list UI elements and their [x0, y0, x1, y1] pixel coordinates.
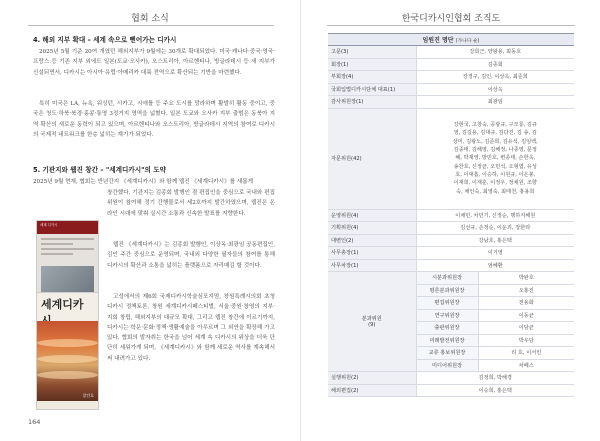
committee-role-cell: [328, 272, 416, 372]
committee-sub-cell: 평론분과위원장: [416, 284, 478, 297]
committee-names-cell: 이동균: [478, 309, 574, 322]
magazine-cover-artwork: [37, 321, 98, 401]
table-title-note: (가나다 순): [455, 39, 480, 44]
right-head-rule: [327, 25, 575, 26]
table-row-advisors: [328, 108, 574, 209]
role-cell: 고문(3): [328, 46, 416, 59]
names-cell: 엄혜환: [416, 259, 574, 272]
committee-names-cell: 박우담: [478, 334, 574, 347]
left-running-head: 협회 소식: [131, 14, 169, 24]
committee-sub-cell: 미래발전위원장: [416, 334, 478, 347]
table-row: [328, 247, 574, 260]
section5-paragraph-3: 고성에서의 제6회 국제디카시학술심포지엄, 창원특례시의회 초청 디카시 정책토론, 창원 세계디카시페스티벌, 서울·중원·창영의 지부·지회 창립, 해외지부의 대규모 확대, 그리고 웹진 창간에 이르기까지, 디카시는 학문·문화·정책·생활예술을 아우르며 그 외연을 확장해 가고 있다. 협회의 발자취는 한국을 넘어 세계 속 디카시의 위상을 더욱 단단히 세워가게 되며, 《세계디카시》와 함께 새로운 역사를 계속해서 써 내려가고 있다.: [107, 294, 275, 362]
role-cell: 사무총장(1): [328, 247, 416, 260]
section4-paragraph-1: 2025년 5월 기준 20여 개였던 해외지부가 9월에는 30개로 확대되었다. 미국·캐나다·중국·영국·프랑스 등 기존 지부 외에도 일본(도쿄·오사카), 오스트리아, 아르헨티나, 방글라데시 등 새 지부가 신설되면서, 디카시는 아시아·유럽·아메리카 대륙 전역으로 확산되는 기반을 마련했다.: [33, 49, 275, 76]
table-row: [328, 96, 574, 109]
magazine-issue-cover: [36, 292, 99, 410]
table-row: [328, 71, 574, 84]
role-cell: 해외편집(2): [328, 384, 416, 397]
names-cell: 강현국, 고창숙, 공광규, 구모룡, 김규영, 김길용, 김대규, 김다진, 김 송, 김상미, 김왕노, 김준희, 김유석, 김임백, 김종태, 김해영, 김해정, 나종영, 문정혜, 박재영, 방민호, 변종태, 손한옥, 송찬호, 신정균, 오민석, 오형엽, 유성호, 이대흠, 이승하, 이원규, 이은봉, 이재희, 이재훈, 이정우, 정채원, 조향숙, 채인숙, 최영숙, 최태천, 홍용희: [416, 108, 574, 209]
page-number: 164: [28, 418, 41, 426]
section5-intro: 2025년 9월 현재, 협회는 반년간지 《세계디카시》와 함께 웹진 《세계디카시》를 새롭게: [33, 179, 254, 185]
table-row: [328, 83, 574, 96]
committee-names-cell: 박완호: [478, 272, 574, 285]
committee-count: (9): [368, 322, 376, 328]
names-cell: 강남호, 홍은택: [416, 234, 574, 247]
committee-sub-cell: 시분과위원장: [416, 272, 478, 285]
role-cell: 감사위원장(1): [328, 96, 416, 109]
names-cell: 이채민, 차민기, 신정순, 행하지해원: [416, 209, 574, 222]
table-row: [328, 259, 574, 272]
section4-paragraph-2: 특히 미국은 LA, 뉴욕, 워싱턴, 시카고, 시애틀 등 주요 도시를 망라하며 활발히 활동 중이고, 중국은 청도·하북·북경·홍콩·통영 3정거지 영역을 넓혔다. 일본 도쿄와 오사카 지부 출범은 동북아 지역 확산의 새로운 동력이 되고 있으며, 아르헨티나와 오스트리아, 방글라데시 지역의 참여로 디카시의 국제적 네트워크를 한층 넓히는 계기가 되었다.: [33, 101, 275, 138]
table-row: [328, 46, 574, 59]
section5-paragraph-2: 웹진 《세계디카시》는 김종회 발행인, 이상옥·최광임 공동편집인, 김인 주간 중심으로 운영되며, 국내외 다양한 필자들의 참여를 통해 디카시의 확산과 소통을 넓히는 플랫폼으로 자리매김 할 것이다.: [107, 242, 275, 269]
committee-sub-cell: 편집위원장: [416, 297, 478, 310]
section5-paragraph-1: 창간했다. 기관지는 김종회 발행인 겸 편집인을 중심으로 국내와 편집위원이 참여해 정기 간행물로서 세2호까지 발간하였으며, 웹진은 온라인 시대에 맞춰 실시간 소통과 신속한 발표를 지향한다.: [107, 190, 275, 217]
role-cell: 운영위원(4): [328, 209, 416, 222]
section5-title: 5. 기관지와 웹진 창간 – "세계디카시"의 도약: [33, 166, 166, 174]
names-cell: 최광임: [416, 96, 574, 109]
officers-table: [328, 33, 574, 397]
committee-sub-cell: 연구위원장: [416, 309, 478, 322]
right-page: [300, 0, 600, 441]
role-cell: 부회장(4): [328, 71, 416, 84]
committee-names-cell: 오홍진: [478, 284, 574, 297]
names-cell: 강경구, 김인, 이상옥, 최준희: [416, 71, 574, 84]
committee-names-cell: 전용화: [478, 297, 574, 310]
committee-row: [328, 272, 574, 285]
names-cell: 이승희, 홍은택: [416, 384, 574, 397]
magazine-brand: 세계디카: [41, 298, 84, 311]
magazine-cover-label: 세계 디카시: [37, 221, 98, 234]
officers-table-header: [328, 34, 574, 46]
role-cell: 회장(1): [328, 58, 416, 71]
role-cell: 실행위원(2): [328, 372, 416, 385]
section4-title: 4. 해외 지부 확대 – 세계 속으로 뻗어가는 디카시: [33, 36, 177, 44]
table-row: [328, 372, 574, 385]
table-row: [328, 222, 574, 235]
role-cell: 국회입법디카시단체 대표(1): [328, 83, 416, 96]
names-cell: 김종회: [416, 58, 574, 71]
table-row: [328, 384, 574, 397]
magazine-cover-photo: [41, 266, 94, 294]
committee-role: 분과위원: [361, 316, 382, 322]
table-row: [328, 209, 574, 222]
right-running-head: 한국디카시인협회 조직도: [401, 14, 501, 24]
table-row: [328, 58, 574, 71]
committee-sub-cell: 출판위원장: [416, 322, 478, 335]
magazine-issue-label: 창간호: [82, 393, 94, 398]
names-cell: 강희근, 양왕용, 최동호: [416, 46, 574, 59]
committee-names-cell: 리 호, 이서린: [478, 347, 574, 360]
left-head-rule: [28, 25, 274, 26]
committee-sub-cell: 미디어위원장: [416, 359, 478, 372]
role-cell: 사무차장(1): [328, 259, 416, 272]
names-cell: 김선규, 손정순, 이운괴, 장한라: [416, 222, 574, 235]
committee-sub-cell: 교류 홍보위원장: [416, 347, 478, 360]
committee-names-cell: 이담균: [478, 322, 574, 335]
role-cell: 대변인(2): [328, 234, 416, 247]
committee-names-cell: 차페스: [478, 359, 574, 372]
table-row: [328, 234, 574, 247]
names-cell: 김정희, 박해경: [416, 372, 574, 385]
names-cell: 이기영: [416, 247, 574, 260]
names-cell: 이상옥: [416, 83, 574, 96]
role-cell: 기획위원(4): [328, 222, 416, 235]
role-cell: 자문위원(42): [328, 108, 416, 209]
table-title: 임원진 명단: [422, 37, 454, 44]
